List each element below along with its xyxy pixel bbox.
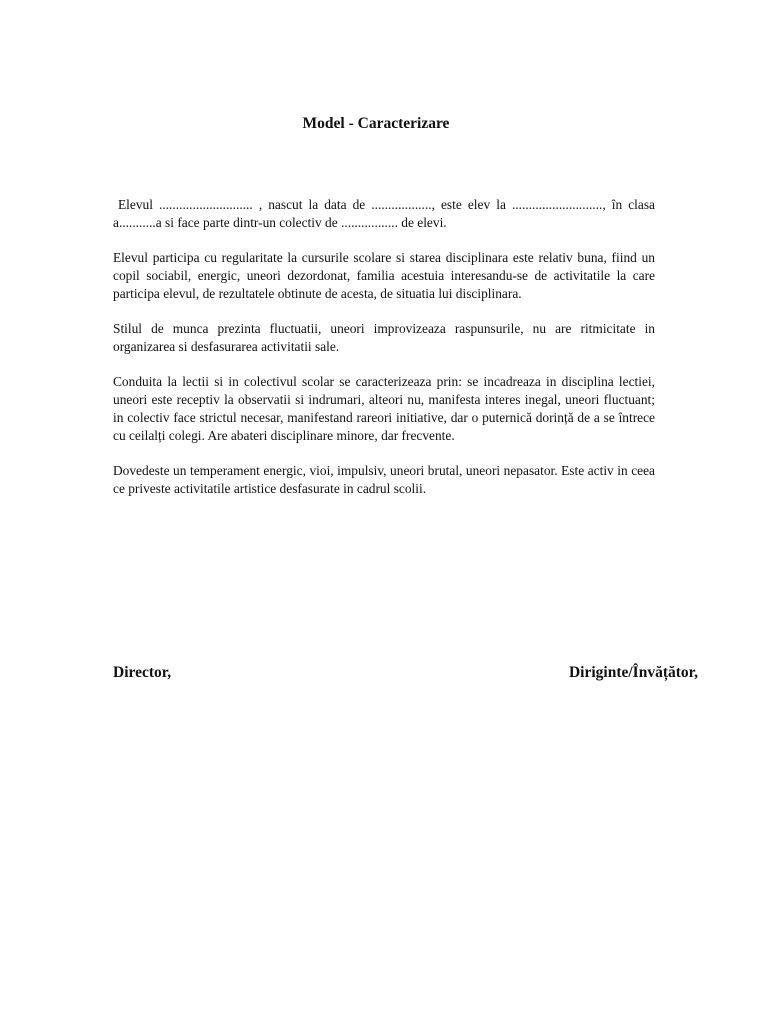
document-title: Model - Caracterizare	[302, 115, 450, 132]
paragraph-temperament: Dovedeste un temperament energic, vioi, impulsiv, uneori brutal, uneori nepasator. Este activ in ceea ce priveste activitatile artistice desfasurate in cadrul scolii.	[113, 463, 655, 496]
document-body	[113, 196, 655, 515]
paragraph-student-details: Elevul ............................ , nascut la data de .................., este elev la ..........................., în clasa a...........a si face parte dintr-un colectiv de ................. de elevi.	[113, 197, 655, 230]
paragraph-conduct: Conduita la lectii si in colectivul scolar se caracterizeaza prin: se incadreaza in disciplina lectiei, uneori este receptiv la observatii si indrumari, alteori nu, manifesta interes inegal, uneori fluctuant; in colectiv face strictul necesar, manifestand rareori initiative, dar o puternică dorință de a se întrece cu ceilalți colegi. Are abateri disciplinare minore, dar frecvente.	[113, 374, 655, 443]
paragraph-work-style: Stilul de munca prezinta fluctuatii, uneori improvizeaza raspunsurile, nu are ritmicitate in organizarea si desfasurarea activitatii sale.	[113, 321, 655, 354]
signature-teacher: Diriginte/Învățător,	[568, 664, 698, 681]
paragraph-attendance: Elevul participa cu regularitate la cursurile scolare si starea disciplinara este relativ buna, fiind un copil sociabil, energic, uneori dezordonat, familia acestuia interesandu-se de activitatile la care participa elevul, de rezultatele obtinute de acesta, de situatia lui disciplinara.	[113, 250, 655, 301]
signature-director: Director,	[113, 664, 172, 681]
